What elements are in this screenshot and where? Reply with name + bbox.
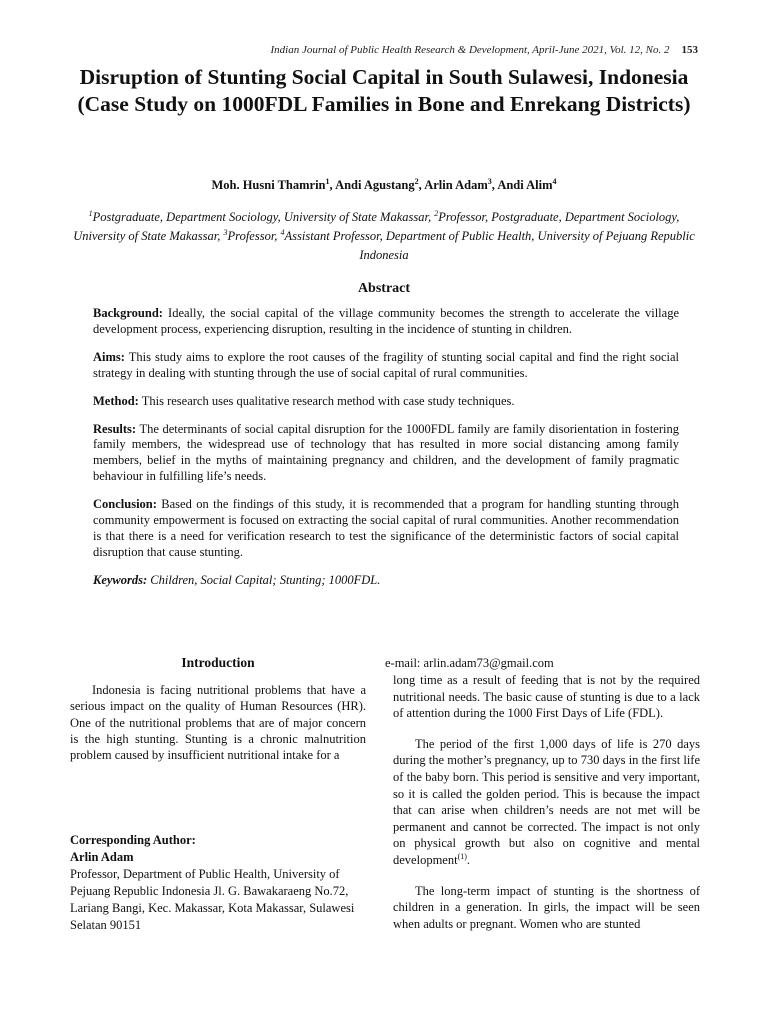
author-name: Andi Agustang [335, 178, 415, 192]
abstract-heading: Abstract [357, 281, 411, 296]
affiliations [70, 208, 698, 265]
affil-sup: 4 [280, 227, 285, 237]
abstract-body [93, 306, 679, 601]
affil-sup: 1 [88, 208, 93, 218]
affiliation-text: Assistant Professor, Department of Public Health, University of Pejuang Republic Indonesia [284, 229, 695, 262]
section-label: Background: [93, 306, 163, 320]
section-label: Results: [93, 421, 137, 436]
body-paragraph: long time as a result of feeding that is not by the required nutritional needs. The basic cause of stunting is due to a lack of attention during the 1000 First Days of Life (FDL). [393, 673, 700, 721]
abstract-method [93, 394, 679, 410]
affil-sup: 3 [223, 227, 228, 237]
body-paragraph: The period of the first 1,000 days of life is 270 days during the mother’s pregnancy, up to 730 days in the first life of the baby born. This period is sensitive and very important, so it is called the golden period. This is because the impact that can arise when children’s needs are not met will be permanent and cannot be corrected. The impact is not only on physical growth but also on cognitive and mental development$^{(1)}$. [393, 736, 700, 867]
abstract-results [93, 422, 679, 486]
abstract-conclusion [93, 497, 679, 561]
citation-ref: (1) [457, 851, 467, 861]
author-sup: 3 [487, 176, 492, 186]
corresponding-address: Professor, Department of Public Health, University of Pejuang Republic Indonesia Jl. G. Bawakaraeng No.72, Lariang Bangi, Kec. Makassar, Kota Makassar, Sulawesi Selatan 90151 [70, 867, 355, 932]
section-text: Ideally, the social capital of the village community becomes the strength to accelerate the village development process, experiencing disruption, resulting in the incidence of stunting in children. [93, 306, 679, 336]
right-column [393, 672, 700, 946]
author-sup: 1 [325, 176, 330, 186]
section-label: Aims: [93, 349, 125, 364]
section-label: Method: [93, 393, 139, 408]
keywords [93, 573, 679, 589]
introduction-paragraph: Indonesia is facing nutritional problems that have a serious impact on the quality of Human Resources (HR). One of the nutritional problems that are of major concern is the high stunting. Stunting is a chronic malnutrition problem caused by insufficient nutritional intake for a [70, 683, 366, 763]
page-number: 153 [681, 44, 698, 56]
abstract-aims [93, 350, 679, 382]
paper-title: Disruption of Stunting Social Capital in South Sulawesi, Indonesia (Case Study on 1000FDL Families in Bone and Enrekang Districts) [77, 65, 691, 116]
abstract-background [93, 306, 679, 338]
corresponding-label: Corresponding Author: [70, 833, 196, 847]
affiliation-text: Professor, Postgraduate, Department Sociology, University of State Makassar, [73, 210, 680, 243]
section-label: Conclusion: [93, 497, 157, 512]
paragraph-text: The period of the first 1,000 days of life is 270 days during the mother’s pregnancy, up to 730 days in the first life of the baby born. This period is sensitive and very important, so it is called the golden period. This is because the impact that can arise when children’s needs are not met will be permanent and cannot be corrected. The impact is not only on physical growth but also on cognitive and mental development [393, 736, 700, 867]
section-text: This study aims to explore the root causes of the fragility of stunting social capital and find the right social strategy in dealing with stunting through the use of social capital of rural communities. [93, 349, 679, 380]
keywords-text: Children, Social Capital; Stunting; 1000FDL. [147, 572, 381, 587]
author-list: Moh. Husni Thamrin$^1$, Andi Agustang$^2$, Arlin Adam$^3$, Andi Alim$^4$ [211, 176, 557, 192]
affiliation-text: Professor, [227, 229, 281, 243]
corresponding-email: e-mail: arlin.adam73@gmail.com [385, 656, 554, 670]
keywords-label: Keywords: [93, 572, 148, 587]
section-text: Based on the findings of this study, it is recommended that a program for handling stunting through community empowerment is focused on extracting the social capital of rural communities. Another recommendation is that there is a need for verification research to test the significance of the deterministic factors of social capital disruption that cause stunting. [93, 497, 679, 559]
body-paragraph: The long-term impact of stunting is the shortness of children in a generation. In girls, the impact will be seen when adults or pregnant. Women who are stunted [393, 883, 700, 931]
introduction-heading: Introduction [181, 655, 255, 670]
running-header [271, 44, 699, 56]
corresponding-author [70, 832, 370, 934]
author-name: Moh. Husni Thamrin [211, 178, 326, 192]
corresponding-name: Arlin Adam [70, 850, 134, 864]
left-column [70, 655, 366, 763]
section-text: The determinants of social capital disruption for the 1000FDL family are family disorientation in fostering family members, the widespread use of technology that has resulted in more social distancing among family members, belief in the myths of maintaining pregnancy and children, and the development of family pragmatic behaviour in fulfilling life’s needs. [93, 421, 679, 484]
author-name: Arlin Adam [424, 178, 488, 192]
author-sup: 2 [414, 176, 419, 186]
section-text: This research uses qualitative research method with case study techniques. [138, 393, 515, 408]
journal-citation: Indian Journal of Public Health Research & Development, April-June 2021, Vol. 12, No. 2 [270, 44, 670, 56]
author-sup: 4 [552, 176, 557, 186]
affil-sup: 2 [434, 208, 439, 218]
affiliation-text: Postgraduate, Department Sociology, University of State Makassar, [92, 210, 435, 224]
author-name: Andi Alim [497, 178, 553, 192]
